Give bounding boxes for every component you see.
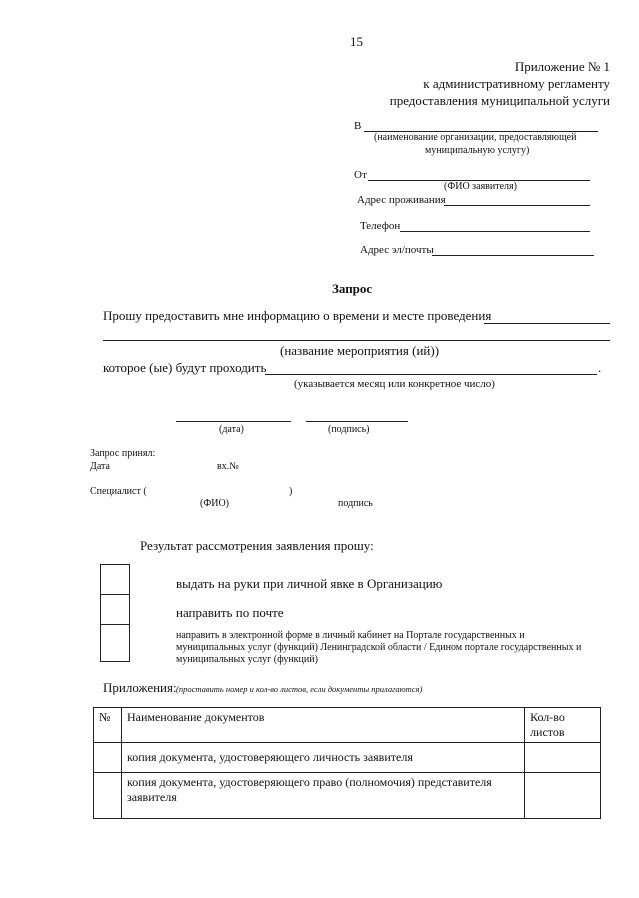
incoming-number-label: вх.№ [217,461,239,472]
header-document-name: Наименование документов [121,708,524,743]
event-date-hint: (указывается месяц или конкретное число) [294,378,495,390]
specialist-sign-label: подпись [338,498,373,509]
documents-table [93,707,601,819]
accepted-title: Запрос принял: [90,448,156,459]
document-title: Запрос [332,281,373,296]
request-line-1: Прошу предоставить мне информацию о времени и месте проведения [103,308,492,323]
option-electronic-checkbox[interactable] [100,624,130,662]
attachments-label: Приложения: [103,680,177,695]
event-line-2[interactable] [103,340,610,341]
request-line-3: которое (ые) будут проходить [103,360,267,375]
row-document-name-line-1: копия документа, удостоверяющего право (полномочия) представителя [126,775,492,789]
signature-hint: (подпись) [328,424,370,435]
event-date-line[interactable] [265,374,597,375]
date-line[interactable] [176,421,291,422]
event-name-hint: (название мероприятия (ий)) [280,343,440,358]
appendix-line-1: Приложение № 1 [514,59,610,74]
phone-line[interactable] [400,231,590,232]
specialist-fio-hint: (ФИО) [200,498,230,509]
table-header-row [94,708,601,743]
row-number-cell[interactable] [94,743,122,773]
result-title: Результат рассмотрения заявления прошу: [140,538,374,553]
event-line-1[interactable] [484,323,610,324]
option-personal-pickup-checkbox[interactable] [100,564,130,596]
to-prefix: В [354,120,362,132]
option-electronic-label-3: муниципальных услуг (функций) [176,654,318,665]
row-sheet-count-cell[interactable] [525,773,601,819]
row-document-name-line-2: заявителя [126,790,177,804]
phone-label: Телефон [360,220,401,232]
address-line[interactable] [444,205,590,206]
row-number-cell[interactable] [94,773,122,819]
header-number: № [94,708,122,743]
row-sheet-count-cell[interactable] [525,743,601,773]
email-label: Адрес эл/почты [360,244,434,256]
appendix-line-3: предоставления муниципальной услуги [389,93,610,108]
option-mail-label: направить по почте [176,605,284,620]
header-sheet-count [525,708,601,743]
signature-line[interactable] [306,421,408,422]
date-hint: (дата) [219,424,244,435]
page-number: 15 [350,34,363,49]
appendix-line-2: к административному регламенту [423,76,610,91]
request-line-3-end: . [598,360,602,375]
option-electronic-label-2: муниципальных услуг (функций) Ленинградской области / Едином портале государственных и [176,642,582,653]
table-row [94,773,601,819]
specialist-close-paren: ) [289,486,293,497]
row-document-name [121,773,524,819]
specialist-label: Специалист ( [90,486,147,497]
organization-hint-1: (наименование организации, предоставляющей [374,132,577,143]
header-sheet-count-line-1: Кол-во [530,710,565,724]
option-personal-pickup-label: выдать на руки при личной явке в Организацию [176,576,443,591]
accepted-date-label: Дата [90,461,110,472]
address-label: Адрес проживания [357,194,446,206]
row-document-name: копия документа, удостоверяющего личность заявителя [121,743,524,773]
header-sheet-count-line-2: листов [530,725,565,739]
from-prefix: От [354,169,367,181]
attachments-hint: (проставить номер и кол-во листов, если документы прилагаются) [176,684,423,694]
table-row [94,743,601,773]
applicant-fio-hint: (ФИО заявителя) [444,181,517,192]
email-line[interactable] [432,255,594,256]
option-electronic-label-1: направить в электронной форме в личный кабинет на Портале государственных и [176,630,525,641]
option-mail-checkbox[interactable] [100,594,130,626]
organization-hint-2: муниципальную услугу) [425,145,530,156]
